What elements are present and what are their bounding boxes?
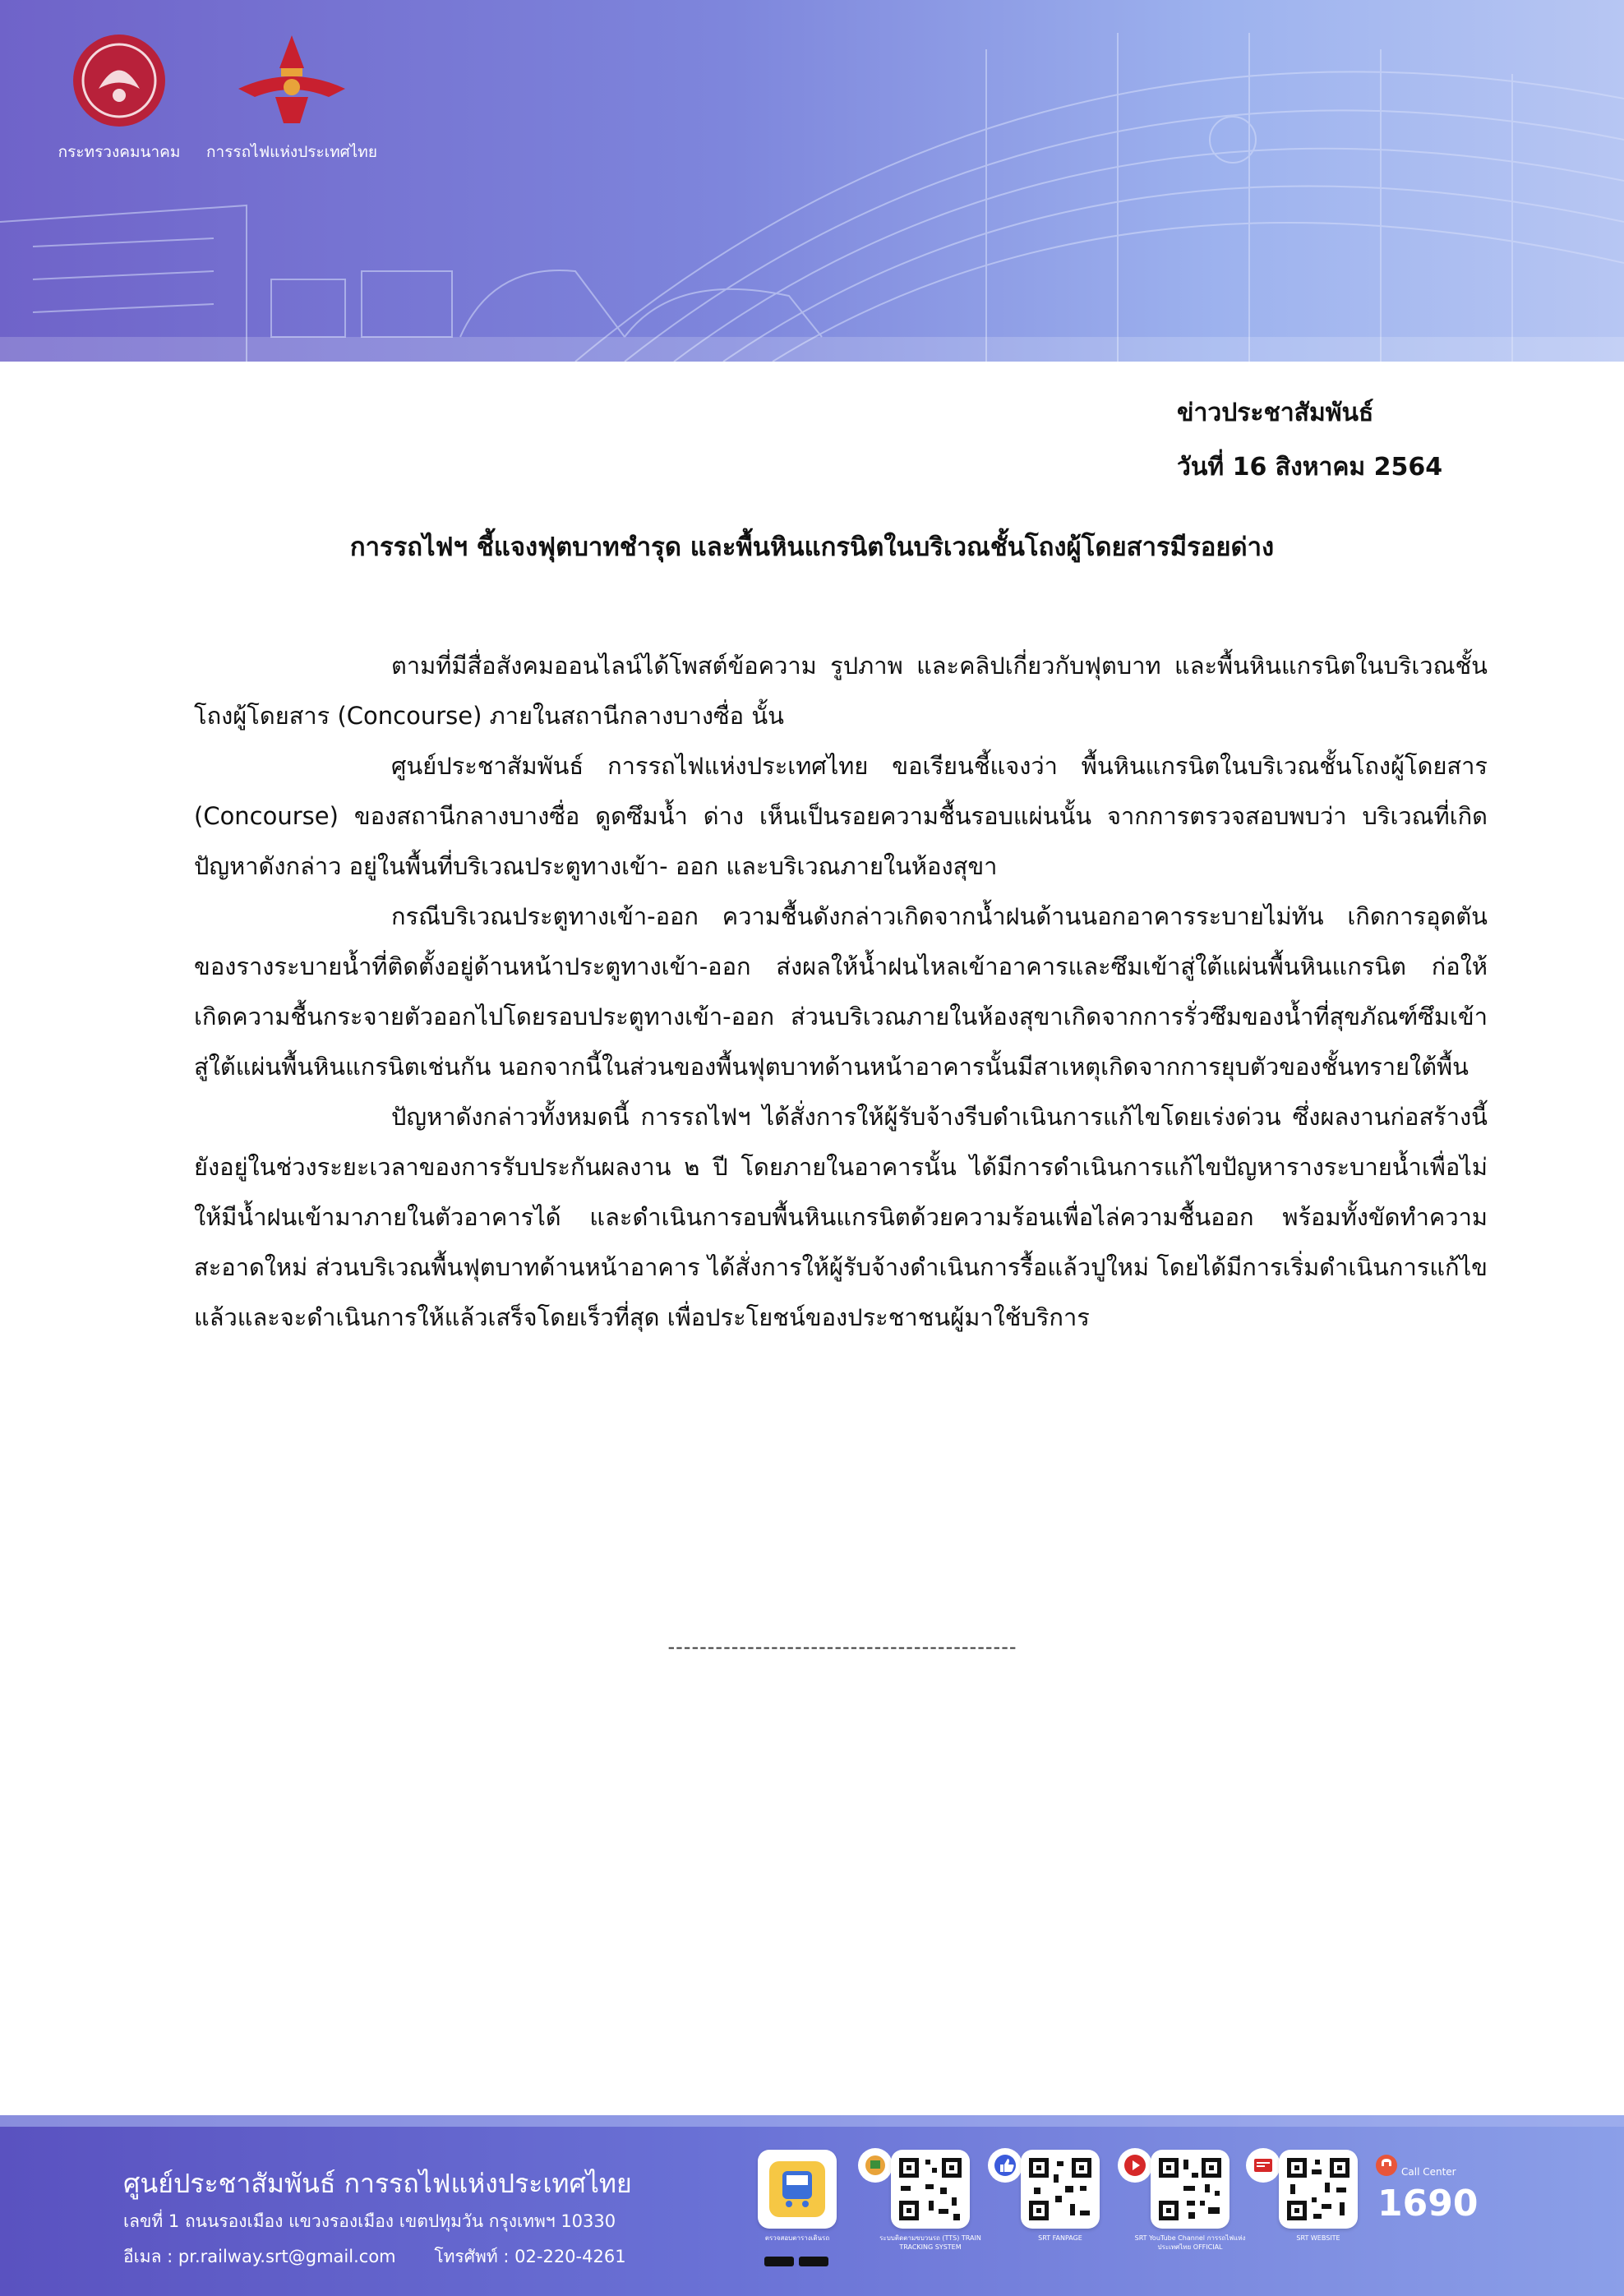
ministry-logo [49, 31, 189, 164]
app-store-badge-icon[interactable] [799, 2257, 828, 2266]
website-qr-code-icon[interactable] [1279, 2150, 1358, 2229]
footer-contact [123, 2243, 626, 2271]
youtube-icon [1118, 2148, 1152, 2183]
release-date: วันที่ 16 สิงหาคม 2564 [1177, 453, 1443, 482]
press-release-meta [1177, 386, 1442, 495]
youtube-qr-code-icon[interactable] [1151, 2150, 1230, 2229]
timetable-app-icon[interactable] [758, 2150, 837, 2229]
paragraph-1: ตามที่มีสื่อสังคมออนไลน์ได้โพสต์ข้อความ รูปภาพ และคลิปเกี่ยวกับฟุตบาท และพื้นหินแกรนิตในบริเวณชั้นโถงผู้โดยสาร (Concourse) ภายในสถานีกลางบางซื่อ นั้น [194, 652, 1488, 730]
srt-logo [197, 31, 386, 164]
like-icon [988, 2148, 1022, 2183]
srt-emblem-icon [230, 31, 353, 130]
ministry-label: กระทรวงคมนาคม [58, 143, 181, 161]
end-divider: -------------------------------------------- [667, 1635, 1017, 1658]
call-center-label: Call Center [1401, 2166, 1456, 2178]
paragraph-2: ศูนย์ประชาสัมพันธ์ การรถไฟแห่งประเทศไทย ขอเรียนชี้แจงว่า พื้นหินแกรนิตในบริเวณชั้นโถงผู้โดยสาร (Concourse) ของสถานีกลางบางซื่อ ดูดซึมน้ำ ด่าง เห็นเป็นรอยความชื้นรอบแผ่นนั้น จากการตรวจสอบพบว่า บริเวณที่เกิดปัญหาดังกล่าว อยู่ในพื้นที่บริเวณประตูทางเข้า- ออก และบริเวณภายในห้องสุขา [194, 752, 1488, 880]
footer-email: อีเมล : pr.railway.srt@gmail.com [123, 2247, 396, 2266]
youtube-caption: SRT YouTube Channel การรถไฟแห่งประเทศไทย OFFICIAL [1134, 2234, 1246, 2251]
timetable-app-caption: ตรวจสอบตารางเดินรถ [764, 2234, 830, 2242]
footer-org-name: ศูนย์ประชาสัมพันธ์ การรถไฟแห่งประเทศไทย [123, 2168, 632, 2199]
tts-logo-icon [858, 2148, 893, 2183]
google-play-badge-icon[interactable] [764, 2257, 794, 2266]
paragraph-3: กรณีบริเวณประตูทางเข้า-ออก ความชื้นดังกล่าวเกิดจากน้ำฝนด้านนอกอาคารระบายไม่ทัน เกิดการอุดตันของรางระบายน้ำที่ติดตั้งอยู่ด้านหน้าประตูทางเข้า-ออก ส่งผลให้น้ำฝนไหลเข้าอาคารและซึมเข้าสู่ใต้แผ่นพื้นหินแกรนิต ก่อให้เกิดความชื้นกระจายตัวออกไปโดยรอบประตูทางเข้า-ออก ส่วนบริเวณภายในห้องสุขาเกิดจากการรั่วซึมของน้ำที่สุขภัณฑ์ซึมเข้าสู่ใต้แผ่นพื้นหินแกรนิตเช่นกัน นอกจากนี้ในส่วนของพื้นฟุตบาทด้านหน้าอาคารนั้นมีสาเหตุเกิดจากการยุบตัวของชั้นทรายใต้พื้น [194, 902, 1488, 1081]
fanpage-qr-code-icon[interactable] [1021, 2150, 1100, 2229]
srt-label: การรถไฟแห่งประเทศไทย [206, 143, 377, 161]
website-caption: SRT WEBSITE [1296, 2234, 1340, 2242]
document-type: ข่าวประชาสัมพันธ์ [1177, 399, 1374, 427]
footer-address: เลขที่ 1 ถนนรองเมือง แขวงรองเมือง เขตปทุมวัน กรุงเทพฯ 10330 [123, 2211, 616, 2231]
footer-phone: โทรศัพท์ : 02-220-4261 [434, 2247, 626, 2266]
tts-caption: ระบบติดตามขบวนรถ (TTS) TRAIN TRACKING SYSTEM [879, 2234, 981, 2251]
fanpage-caption: SRT FANPAGE [1038, 2234, 1082, 2242]
paragraph-4: ปัญหาดังกล่าวทั้งหมดนี้ การรถไฟฯ ได้สั่งการให้ผู้รับจ้างรีบดำเนินการแก้ไขโดยเร่งด่วน ซึ่งผลงานก่อสร้างนี้ยังอยู่ในช่วงระยะเวลาของการรับประกันผลงาน ๒ ปี โดยภายในอาคารนั้น ได้มีการดำเนินการแก้ไขปัญหารางระบายน้ำเพื่อไม่ให้มีน้ำฝนเข้ามาภายในตัวอาคารได้ และดำเนินการอบพื้นหินแกรนิตด้วยความร้อนเพื่อไล่ความชื้นออก พร้อมทั้งขัดทำความสะอาดใหม่ ส่วนบริเวณพื้นฟุตบาทด้านหน้าอาคาร ได้สั่งการให้ผู้รับจ้างดำเนินการรื้อแล้วปูใหม่ โดยได้มีการเริ่มดำเนินการแก้ไขแล้วและจะดำเนินการให้แล้วเสร็จโดยเร็วที่สุด เพื่อประโยชน์ของประชาชนผู้มาใช้บริการ [194, 1103, 1488, 1331]
call-center-number[interactable]: 1690 [1377, 2183, 1479, 2225]
footer-top-band [0, 2115, 1624, 2127]
ministry-seal-icon [70, 31, 168, 130]
website-icon [1246, 2148, 1280, 2183]
tts-qr-code-icon[interactable] [891, 2150, 970, 2229]
article-body [194, 641, 1488, 1343]
header-banner [0, 0, 1624, 362]
call-center-icon [1374, 2153, 1399, 2178]
headline: การรถไฟฯ ชี้แจงฟุตบาทชำรุด และพื้นหินแกรนิตในบริเวณชั้นโถงผู้โดยสารมีรอยด่าง [349, 533, 1275, 562]
footer [0, 2115, 1624, 2296]
